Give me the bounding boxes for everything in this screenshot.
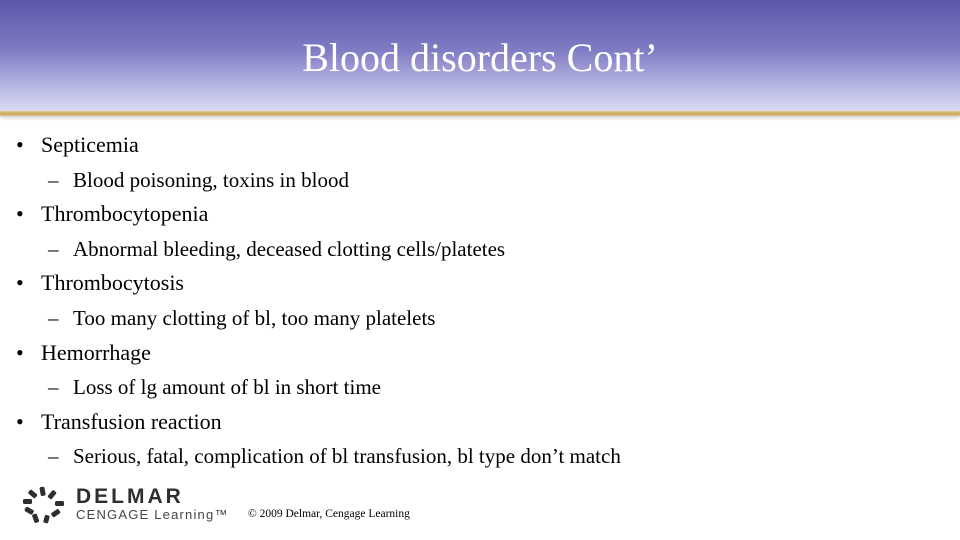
slide-title: Blood disorders Cont’ — [302, 35, 658, 80]
bullet-marker: • — [16, 270, 24, 296]
sub-bullet-marker: – — [48, 444, 59, 469]
bullet-marker: • — [16, 132, 24, 157]
bullet-label: Thrombocytosis — [41, 270, 184, 296]
bullet-item — [0, 197, 940, 232]
logo-wordmark: DELMAR — [76, 485, 184, 508]
logo-subtitle: CENGAGE Learning™ — [76, 507, 229, 522]
sub-bullet-text: Serious, fatal, complication of bl transfusion, bl type don’t match — [73, 444, 621, 469]
sub-bullet-marker: – — [48, 236, 59, 261]
bullet-marker: • — [16, 339, 24, 365]
bullet-label: Thrombocytopenia — [41, 201, 209, 227]
sub-bullet-text: Too many clotting of bl, too many platelets — [73, 305, 436, 330]
delmar-logo — [22, 486, 242, 526]
bullet-marker: • — [16, 408, 24, 434]
bullet-label: Hemorrhage — [41, 339, 151, 365]
sub-bullet-text: Loss of lg amount of bl in short time — [73, 375, 381, 400]
sub-bullet-text: Blood poisoning, toxins in blood — [73, 167, 349, 192]
sub-bullet-item — [0, 232, 940, 267]
sub-bullet-item — [0, 370, 940, 405]
sub-bullet-marker: – — [48, 167, 59, 192]
bullet-label: Transfusion reaction — [41, 408, 222, 434]
bullet-item — [0, 405, 940, 440]
copyright-text: © 2009 Delmar, Cengage Learning — [248, 508, 410, 520]
sub-bullet-text: Abnormal bleeding, deceased clotting cells/platetes — [73, 236, 506, 261]
sub-bullet-item — [0, 163, 940, 198]
bullet-label: Septicemia — [41, 132, 139, 157]
bullet-marker: • — [16, 201, 24, 227]
bullet-item — [0, 266, 940, 301]
bullet-item — [0, 128, 940, 163]
title-divider — [0, 111, 960, 116]
sub-bullet-item — [0, 439, 940, 474]
bullet-item — [0, 336, 940, 371]
delmar-logo-icon — [22, 486, 66, 524]
sub-bullet-marker: – — [48, 375, 59, 400]
sub-bullet-item — [0, 301, 940, 336]
sub-bullet-marker: – — [48, 305, 59, 330]
bullet-list — [0, 128, 940, 474]
